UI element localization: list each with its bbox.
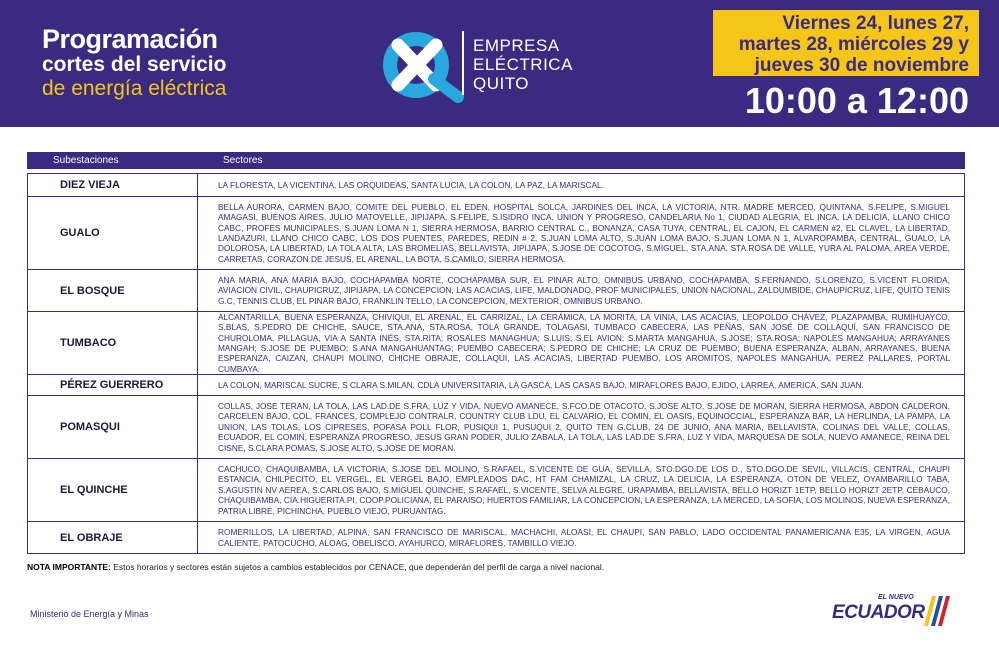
substation-name: DIEZ VIEJA xyxy=(28,174,198,196)
col-substation-header: Subestaciones xyxy=(53,155,119,166)
date-line-1: Viernes 24, lunes 27, xyxy=(782,13,969,34)
sector-list: LA COLON, MARISCAL SUCRE, S CLARA S.MILAN, CDLA UNIVERSITARIA, LA GASCA, LAS CASAS BAJO, MIRAFLORES BAJO, EJIDO, LARREA, AMERICA, SAN JUAN. xyxy=(218,379,864,390)
table-row xyxy=(27,312,965,375)
date-line-3: jueves 30 de noviembre xyxy=(754,55,969,76)
ministry-name: Ministerio de Energía y Minas xyxy=(30,609,149,619)
note-label: NOTA IMPORTANTE: xyxy=(27,562,111,572)
header-banner xyxy=(0,0,999,127)
note-text: Estos horarios y sectores están sujetos a cambios establecidos por CENACE, que dependerán del perfil de carga a nivel nacional. xyxy=(110,562,605,572)
substation-name: EL BOSQUE xyxy=(28,270,198,311)
substation-name: POMASQUI xyxy=(28,396,198,458)
sector-list: ANA MARIA, ANA MARIA BAJO, COCHAPAMBA NORTE, COCHAPAMBA SUR, EL PINAR ALTO, OMNIBUS URBANO, COCHAPAMBA, S.FERNANDO, S.LORENZO, S.VICENT FLORIDA, AVIACION CIVIL, CHAUPICRUZ, JIPIJAPA, LA CONCEPCION, LAS ACACIAS, LIFE, MALDONADO, PROF MUNICIPALES, UNION NACIONAL, ZALDUMBIDE, CHAUPICRUZ, LIFE, QUITO TENIS G.C, TENNIS CLUB, EL PINAR BAJO, FRANKLIN TELLO, LA CONCEPCION, MEXTERIOR, OMNIBUS URBANO. xyxy=(218,274,950,306)
substation-name: EL QUINCHE xyxy=(28,459,198,521)
sector-list: ROMERILLOS, LA LIBERTAD, ALPINA, SAN FRANCISCO DE MARISCAL, MACHACHI, ALOASI, EL CHAUPI, SAN PABLO, LADO OCCIDENTAL PANAMERICANA E35, LA VIRGEN, AGUA CALIENTE, PATOCUCHO, ALOAG, OBELISCO, AYAHURCO, MIRAFLORES, TAMBILLO VIEJO. xyxy=(218,527,950,548)
date-box xyxy=(713,10,979,76)
table-row xyxy=(27,173,965,197)
substation-name: TUMBACO xyxy=(28,312,198,374)
brand-big-text: ECUADOR xyxy=(832,602,925,623)
time-range: 10:00 a 12:00 xyxy=(744,80,969,121)
table-row xyxy=(27,270,965,312)
table-row xyxy=(27,459,965,522)
sector-list: CACHUCO, CHAQUIBAMBA, LA VICTORIA, S.JOSE DEL MOLINO, S.RAFAEL, S.VICENTE DE GUA, SEVILLA, STO.DGO.DE LOS D., STO.DGO.DE SEVIL, VILLACIS, CENTRAL, CHAUPI ESTANCIA, CHILPECITO, EL VERGEL, EL VERGEL BAJO, EMPLEADOS DAC, HT FAM CHAMIZAL, LA CRUZ, LA DELICIA, LA ESPERANZA, OTON DE VELEZ, OYAMBARILLO TABA, S.AGUSTIN NV AEREA, S.CARLOS BAJO, S.MIGUEL QUINCHE, S.RAFAEL, S.VICENTE, SELVA ALEGRE, URAPAMBA, BELLAVISTA, BELLO HORIZT 1ETP, BELLO HORIZT 2ETP, CEBAUCO, CHAQUIBAMBA, CIA.HIGUERITA.PI, COOP.POLICIANA, EL PARAISO, HUERTOS FAMILIAR, LA CONCEPCION, LA ESPERANZA, LA MERCED, LA SOFIA, LOS MOLINOS, NUEVA ESPERANZA, PATRIA LIBRE, PICHINCHA, PUEBLO VIEJO, PURUANTAG. xyxy=(218,463,950,516)
el-nuevo-ecuador-logo xyxy=(832,594,952,628)
company-line-1: EMPRESA xyxy=(473,36,560,55)
brand-small-text: EL NUEVO xyxy=(878,594,914,601)
substation-name: EL OBRAJE xyxy=(28,522,198,553)
title-line-1: Programación xyxy=(42,24,218,54)
sector-list: COLLAS, JOSE TERAN, LA TOLA, LAS LAD.DE S.FRA, LUZ Y VIDA, NUEVO AMANECE, S.FCO.DE OTACOTO, S.JOSE ALTO, S.JOSE DE MORAN, SIERRA HERMOSA, ABDON CALDERON, CARCELEN BAJO, COL. FRANCES, COMPLEJO CONTRALR, COUNTRY CLUB LDU, EL CALVARIO, EL COMIN, EL OASIS, EQUINOCCIAL, ESPERANZA BAR, LA HERLINDA, LA PAMPA, LA UNION, LAS TOLAS, LOS CIPRESES, POFASA POLL FLOR, PUSIQUI 1, PUSUQUI 2, QUITO TEN G.CLUB, 24 DE JUNIO, ANA MARIA, BELLAVISTA, COLINAS DEL VALLE, COLLAS, ECUADOR, EL COMIN, ESPERANZA PROGRESO, JESUS GRAN PODER, JULIO ZABALA, LA TOLA, LAS LAD.DE S.FRA, LUZ Y VIDA, MARQUESA DE SOLA, NUEVO AMANECE, REINA DEL CISNE, S.CLARA POMAS, S.JOSE ALTO, S.JOSE DE MORAN. xyxy=(218,400,950,453)
col-sectors-header: Sectores xyxy=(223,155,263,166)
sector-list: ALCANTARILLA, BUENA ESPERANZA, CHIVIQUI, EL ARENAL, EL CARRIZAL, LA CERÁMICA, LA MORITA, LA VINIA, LAS ACACIAS, LEOPOLDO CHÁVEZ, PLAZAPAMBA, RUMIHUAYCO, S.BLAS, S.PEDRO DE CHICHE, SAUCE, STA.ANA, STA.ROSA, TOLA GRANDE, TOLAGASI, TUMBACO CABECERA, LAS PEÑAS, SAN JOSÉ DE COLLAQUÍ, SAN FRANCISCO DE CHUROLOMA, PILLAGUA, VIA A SANTA INÉS, STA.RITA; ROSALES MANAGHUA; S.LUIS; S.EL AVION; S.MARTA MANGAHUA, S.JOSE; STA.ROSA; NAPOLES MANGAHUA; ARRAYANES MANGAH; S.JOSE DE PUEMBO; S.ANA MANGAHUANTAG; PUEMBO CABECERA; S.PEDRO DE CHICHE; LA CRUZ DE PUEMBO; BUENA ESPERANZA, ALBAN, ARRAYANES, BUENA ESPERANZA, CAIZAN, CHAUPI MOLINO, CHICHE OBRAJE, COLLAQUI, LAS ACACIAS, LIBERTAD PUEMBO, LOS AROMITOS, NAPOLES MANGAHUA, PEREZ PALLARES, PORTAL CUMBAYA. xyxy=(218,311,950,374)
flag-stripes-icon xyxy=(918,596,952,626)
logo-divider xyxy=(462,31,464,95)
sector-list: BELLA AURORA, CARMEN BAJO, COMITE DEL PUEBLO, EL EDEN, HOSPITAL SOLCA, JARDINES DEL INCA, LA VICTORIA, NTR. MADRE MERCED, QUINTANA, S.FELIPE, S.MIGUEL AMAGASI, BUENOS AIRES, JULIO MATOVELLE, JIPIJAPA, S.FELIPE, S.ISIDRO INCA, UNION Y PROGRESO, CANDELARIA No 1, CIUDAD ALEGRIA, EL INCA, LA DELICIA, LLANO CHICO CABC, PROFES MUNICIPALES, S.JUAN LOMA N 1, SIERRA HERMOSA, BARRIO CENTRAL C., BONANZA, CASA TUYA, CENTRAL, EL CAJON, EL CARMEN #2, EL CLAVEL, LA LIBERTAD, LANDAZURI, LLANO CHICO CABC, LOS DOS PUENTES, PAREDES, REDIN # 2, S.JUAN LOMA ALTO, S.JUAN LOMA BAJO, S.JUAN LOMA N 1, ALVAROPAMBA, CENTRAL, GUALO, LA DOLOROSA, LA LIBERTAD, LA TOLA ALTA, LAS BROMELIAS, BELLAVISTA, JIPIJAPA, S.JOSE DE COCOTOG, S.MIGUEL, STA.ANA, STA.ROSA DE VALLE, YURA AL PALOMA, AREA VERDE, CARRETAS, CORAZON DE JESUS, EL ARENAL, LA BOTA, S.CAMILO, SIERRA HERMOSA. xyxy=(218,201,950,264)
company-line-3: QUITO xyxy=(473,74,530,93)
date-line-2: martes 28, miércoles 29 y xyxy=(738,34,969,55)
title-line-3: de energía eléctrica xyxy=(42,77,227,100)
company-line-2: ELÉCTRICA xyxy=(473,55,573,74)
title-line-2: cortes del servicio xyxy=(42,53,227,76)
title-block xyxy=(42,26,226,101)
sector-list: LA FLORESTA, LA VICENTINA, LAS ORQUIDEAS, SANTA LUCIA, LA COLON, LA PAZ, LA MARISCAL. xyxy=(218,179,604,190)
eeq-logo-icon xyxy=(378,27,464,103)
table-header xyxy=(27,152,965,169)
outage-table xyxy=(27,152,965,554)
table-row xyxy=(27,197,965,270)
company-name xyxy=(473,36,573,93)
table-row xyxy=(27,375,965,396)
substation-name: GUALO xyxy=(28,197,198,269)
important-note xyxy=(27,562,604,572)
table-row xyxy=(27,396,965,459)
table-row xyxy=(27,522,965,554)
substation-name: PÉREZ GUERRERO xyxy=(28,375,198,395)
